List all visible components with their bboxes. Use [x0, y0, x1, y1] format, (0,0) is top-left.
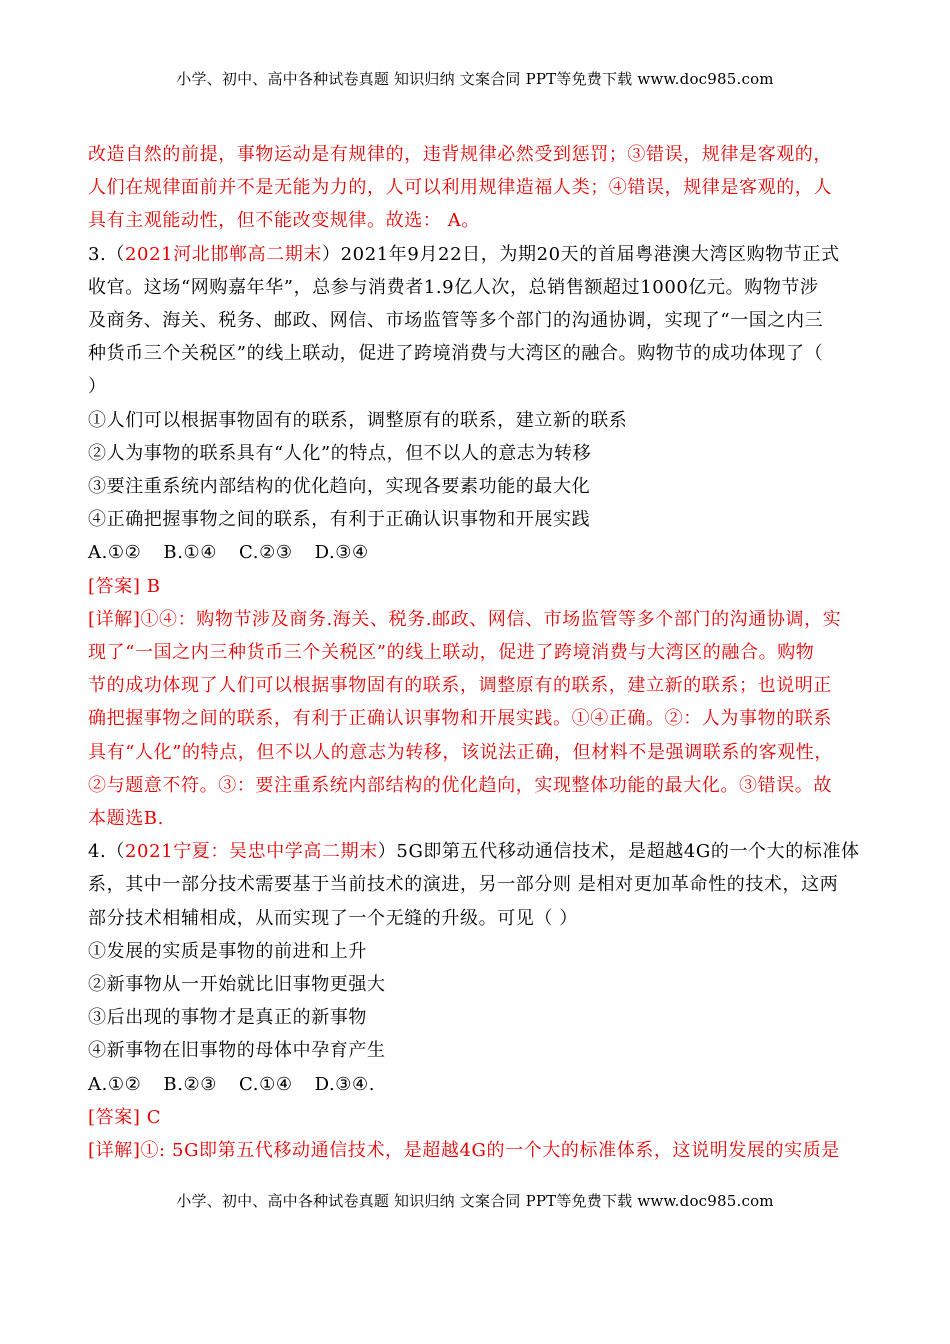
choice-c: C.①④: [239, 1073, 293, 1095]
question-stem-line: [88, 238, 868, 271]
choice-d: D.③④.: [314, 1073, 376, 1095]
choice-a: A.①②: [88, 542, 142, 564]
choice-a: A.①②: [88, 1073, 142, 1095]
explain-line: 节的成功体现了人们可以根据事物固有的联系，调整原有的联系，建立新的联系；也说明正: [88, 675, 832, 697]
explain-line: 改造自然的前提，事物运动是有规律的，违背规律必然受到惩罚；③错误，规律是客观的，: [88, 144, 832, 165]
option-line: ③后出现的事物才是真正的新事物: [88, 1007, 367, 1029]
option-line: ①发展的实质是事物的前进和上升: [88, 940, 367, 962]
question-stem-text: ）2021年9月22日，为期20天的首届粤港澳大湾区购物节正式: [322, 243, 840, 265]
option-line: ②人为事物的联系具有“人化”的特点，但不以人的意志为转移: [88, 442, 592, 464]
answer-line: [答案] B: [88, 575, 161, 597]
question-stem-text: ）5G即第五代移动通信技术，是超越4G的一个大的标准体: [377, 841, 860, 863]
choice-b: B.①④: [163, 542, 218, 564]
question-source: 2021宁夏：吴忠中学高二期末: [124, 841, 378, 863]
question-stem-line: [88, 835, 868, 868]
choices-line: [88, 536, 868, 569]
explain-line: 确把握事物之间的联系，有利于正确认识事物和开展实践。①④正确。②：人为事物的联系: [88, 708, 832, 730]
explain-line: 现了“一国之内三种货币三个关税区”的线上联动，促进了跨境消费与大湾区的融合。购物: [88, 642, 815, 664]
question-number: 3.（: [88, 243, 125, 265]
previous-explanation: [88, 138, 868, 238]
explain-line: [详解]①: 5G即第五代移动通信技术，是超越4G的一个大的标准体系，这说明发展的实质是: [88, 1140, 840, 1162]
choice-d: D.③④: [314, 542, 369, 564]
choice-c: C.②③: [239, 542, 293, 564]
question-number: 4.（: [88, 841, 125, 863]
explain-line: 人们在规律面前并不是无能为力的，人可以利用规律造福人类；④错误，规律是客观的，人: [88, 177, 832, 199]
option-line: ④新事物在旧事物的母体中孕育产生: [88, 1040, 386, 1062]
choice-b: B.②③: [163, 1073, 218, 1095]
question-stem-line: 及商务、海关、税务、邮政、网信、市场监管等多个部门的沟通协调，实现了“一国之内三: [88, 310, 824, 332]
explain-line: 本题选B.: [88, 808, 164, 830]
option-line: ②新事物从一开始就比旧事物更强大: [88, 974, 386, 996]
option-line: ①人们可以根据事物固有的联系，调整原有的联系，建立新的联系: [88, 409, 628, 431]
choices-line: [88, 1068, 868, 1101]
explain-line: ②与题意不符。③：要注重系统内部结构的优化趋向，实现整体功能的最大化。③错误。故: [88, 774, 832, 796]
document-body: [88, 138, 868, 1167]
question-4: [88, 835, 868, 1167]
question-source: 2021河北邯郸高二期末: [124, 243, 322, 265]
page-header: 小学、初中、高中各种试卷真题 知识归纳 文案合同 PPT等免费下载 www.doc985.com: [176, 70, 774, 88]
explain-line: 具有主观能动性，但不能改变规律。故选： A。: [88, 210, 480, 232]
explain-line: [详解]①④：购物节涉及商务.海关、税务.邮政、网信、市场监管等多个部门的沟通协调，实: [88, 608, 842, 630]
explain-line: 具有“人化”的特点，但不以人的意志为转移，该说法正确，但材料不是强调联系的客观性，: [88, 741, 833, 763]
question-stem-line: 种货币三个关税区”的线上联动，促进了跨境消费与大湾区的融合。购物节的成功体现了（: [88, 343, 824, 365]
question-stem-line: 系，其中一部分技术需要基于当前技术的演进，另一部分则 是相对更加革命性的技术，这两: [88, 874, 839, 896]
question-stem-line: ）: [88, 376, 107, 398]
option-line: ④正确把握事物之间的联系，有利于正确认识事物和开展实践: [88, 509, 591, 531]
question-stem-line: 部分技术相辅相成，从而实现了一个无缝的升级。可见（ ）: [88, 907, 578, 929]
answer-line: [答案] C: [88, 1106, 162, 1128]
page-footer: 小学、初中、高中各种试卷真题 知识归纳 文案合同 PPT等免费下载 www.doc985.com: [176, 1192, 774, 1210]
question-stem-line: 收官。这场“网购嘉年华”，总参与消费者1.9亿人次，总销售额超过1000亿元。购物节涉: [88, 276, 819, 298]
question-3: [88, 238, 868, 836]
option-line: ③要注重系统内部结构的优化趋向，实现各要素功能的最大化: [88, 476, 591, 498]
